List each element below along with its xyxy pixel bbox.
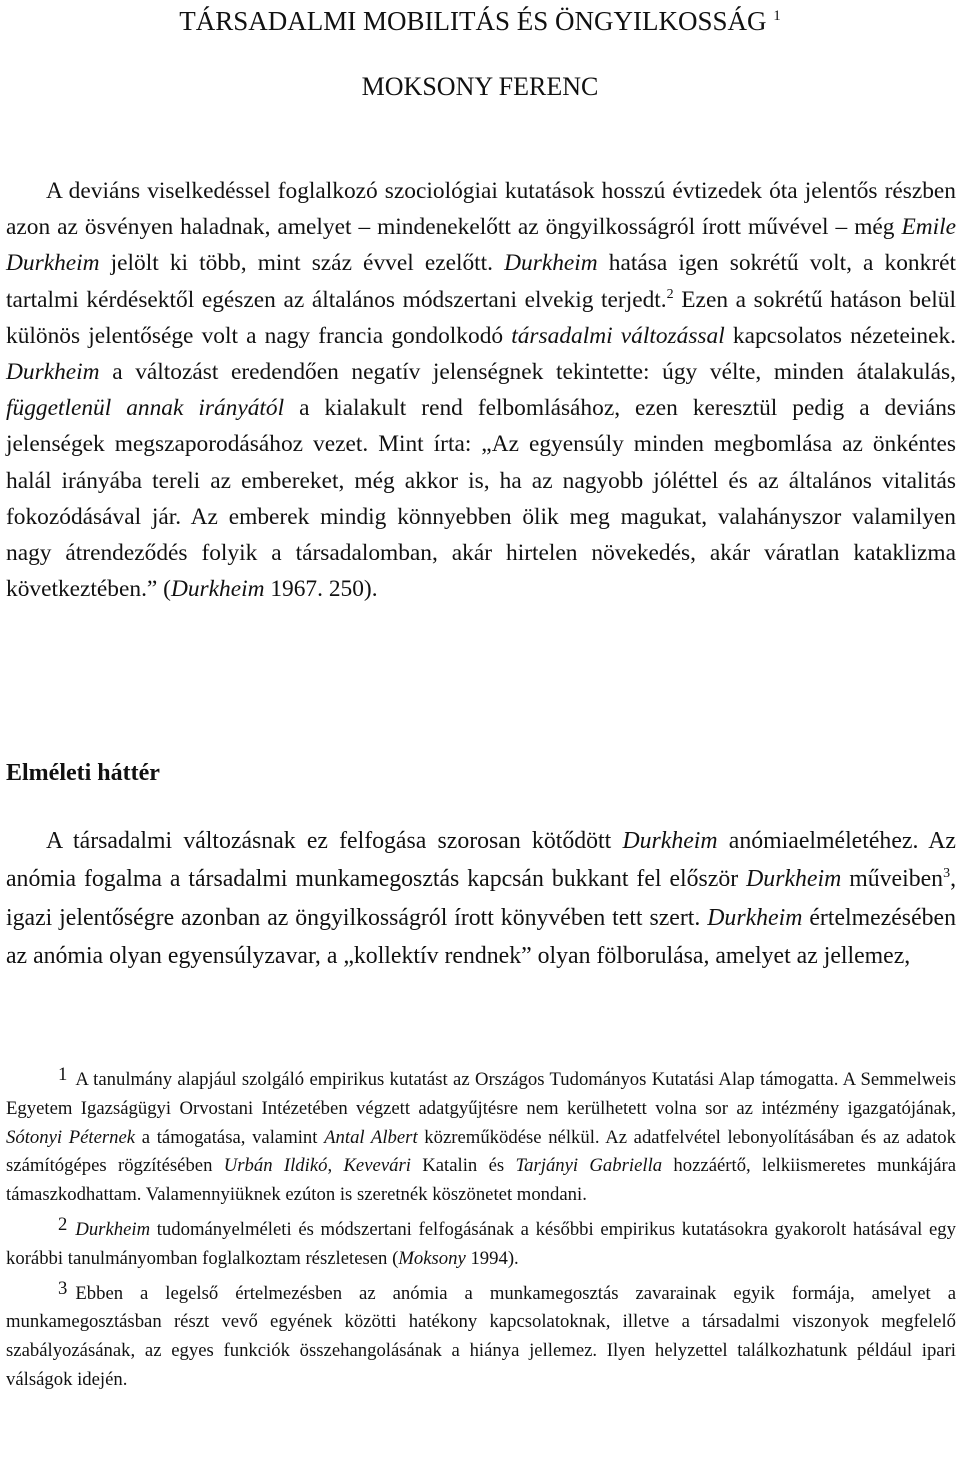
section-paragraph bbox=[6, 822, 956, 975]
text-run: közreműködése nélkül. Az adatfelvétel lebonyolításában és az adatok számítógépes rögzítésében bbox=[6, 1126, 956, 1177]
text-run: a támogatása, valamint bbox=[135, 1126, 325, 1148]
text-run: hatása igen sokrétű volt, a konkrét tartalmi kérdésektől egészen az általános módszertani elvekig terjedt. bbox=[6, 250, 956, 313]
italic-run: társadalmi változással bbox=[511, 322, 725, 349]
footnote-number: 2 bbox=[58, 1213, 68, 1235]
paper-title-text: TÁRSADALMI MOBILITÁS ÉS ÖNGYILKOSSÁG bbox=[179, 6, 767, 36]
section-heading: Elméleti háttér bbox=[6, 760, 160, 786]
text-run: A társadalmi változásnak ez felfogása szorosan kötődött bbox=[46, 828, 623, 854]
footnote-number: 1 bbox=[58, 1064, 68, 1085]
text-run: A tanulmány alapjául szolgáló empirikus kutatást az Országos Tudományos Kutatási Alap támogatta. A Semmelweis Egyetem Igazságügyi Orvostani Intézetében végzett adatgyűjtésre nem kerülhetett volna sor az intézmény igazgatójának, bbox=[6, 1069, 956, 1119]
footnotes bbox=[6, 1061, 956, 1395]
italic-run: Emile Durkheim bbox=[6, 214, 956, 277]
footnote-number: 3 bbox=[58, 1277, 68, 1299]
text-run: Ebben a legelső értelmezésben az anómia a munkamegosztás zavarainak egyik formája, amelyet a munkamegosztásban részt vevő egyének közötti hatékony kapcsolatoknak, illetve a társadalmi viszonyok megfelelő szabályozásának, az egyes funkciók összehangolásának a hiánya jellemez. Ilyen helyzettel találkozhatunk például ipari válságok idején. bbox=[6, 1282, 956, 1390]
intro-paragraph bbox=[6, 173, 956, 607]
footnote-ref-1[interactable]: 1 bbox=[773, 8, 781, 24]
text-run: anómiaelméletéhez. Az anómia fogalma a társadalmi munkamegosztás kapcsán bukkant fel először bbox=[6, 828, 956, 893]
italic-run: Kevevári bbox=[343, 1155, 411, 1177]
text-run: hozzáértő, lelkiismeretes munkájára támaszkodhattam. Valamennyiüknek ezúton is szeretnék köszönetet mondani. bbox=[6, 1155, 957, 1206]
italic-run: függetlenül annak irányától bbox=[6, 395, 285, 422]
italic-run: Durkheim bbox=[75, 1218, 151, 1240]
italic-run: Antal Albert bbox=[324, 1126, 418, 1148]
italic-run: Durkheim bbox=[6, 359, 100, 386]
text-run: , bbox=[327, 1155, 344, 1177]
italic-run: Moksony bbox=[398, 1247, 466, 1269]
italic-run: Durkheim bbox=[746, 866, 842, 893]
footnote-3 bbox=[6, 1275, 956, 1395]
footnote-1 bbox=[6, 1061, 956, 1210]
italic-run: Sótonyi Péternek bbox=[6, 1126, 136, 1148]
footnote-2 bbox=[6, 1211, 956, 1274]
text-run: Ezen a sokrétű hatáson belül különös jelentősége volt a nagy francia gondolkodó bbox=[6, 286, 956, 349]
paper-title bbox=[0, 4, 960, 38]
footnote-ref-3[interactable]: 3 bbox=[943, 866, 951, 882]
text-run: a kialakult rend felbomlásához, ezen keresztül pedig a deviáns jelenségek megszaporodásához vezet. Mint írta: „Az egyensúly minden megbomlása az önkéntes halál irányába tereli az embereket, még akkor is, ha az nagyobb jóléttel és az általános vitalitás fokozódásával jár. Az emberek mindig könnyebben ölik meg magukat, valahányszor valamilyen nagy átrendeződés folyik a társadalomban, akár hirtelen növekedés, akár váratlan kataklizma következtében.” ( bbox=[6, 395, 956, 603]
text-run: műveiben bbox=[841, 866, 944, 893]
text-run: 1994). bbox=[465, 1247, 519, 1269]
italic-run: Urbán Ildikó bbox=[223, 1155, 328, 1177]
italic-run: Durkheim bbox=[622, 828, 718, 854]
italic-run: Durkheim bbox=[707, 904, 803, 931]
author-name: MOKSONY FERENC bbox=[361, 72, 599, 101]
text-run: értelmezésében az anómia olyan egyensúlyzavar, a „kollektív rendnek” olyan fölborulása, amelyet az jellemez, bbox=[6, 904, 956, 969]
text-run: Katalin és bbox=[410, 1155, 516, 1177]
italic-run: Durkheim bbox=[504, 250, 598, 277]
footnote-ref-2[interactable]: 2 bbox=[666, 286, 674, 302]
italic-run: Durkheim bbox=[170, 576, 265, 603]
italic-run: Tarjányi Gabriella bbox=[515, 1155, 663, 1177]
text-run: a változást eredendően negatív jelenségnek tekintette: úgy vélte, minden átalakulás, bbox=[99, 359, 956, 386]
text-run: tudományelméleti és módszertani felfogásának a későbbi empirikus kutatásokra gyakorolt hatásával egy korábbi tanulmányomban foglalkoztam részletesen ( bbox=[6, 1218, 956, 1269]
text-run: kapcsolatos nézeteinek. bbox=[724, 322, 956, 349]
text-run: 1967. 250). bbox=[264, 576, 378, 603]
text-run: , igazi jelentőségre azonban az öngyilkosságról írott könyvében tett szert. bbox=[6, 866, 957, 931]
text-run: A deviáns viselkedéssel foglalkozó szociológiai kutatások hosszú évtizedek óta jelentős részben azon az ösvényen haladnak, amelyet – mindenekelőtt az öngyilkosságról írott művével – még bbox=[6, 178, 956, 241]
text-run: jelölt ki több, mint száz évvel ezelőtt. bbox=[99, 250, 505, 277]
